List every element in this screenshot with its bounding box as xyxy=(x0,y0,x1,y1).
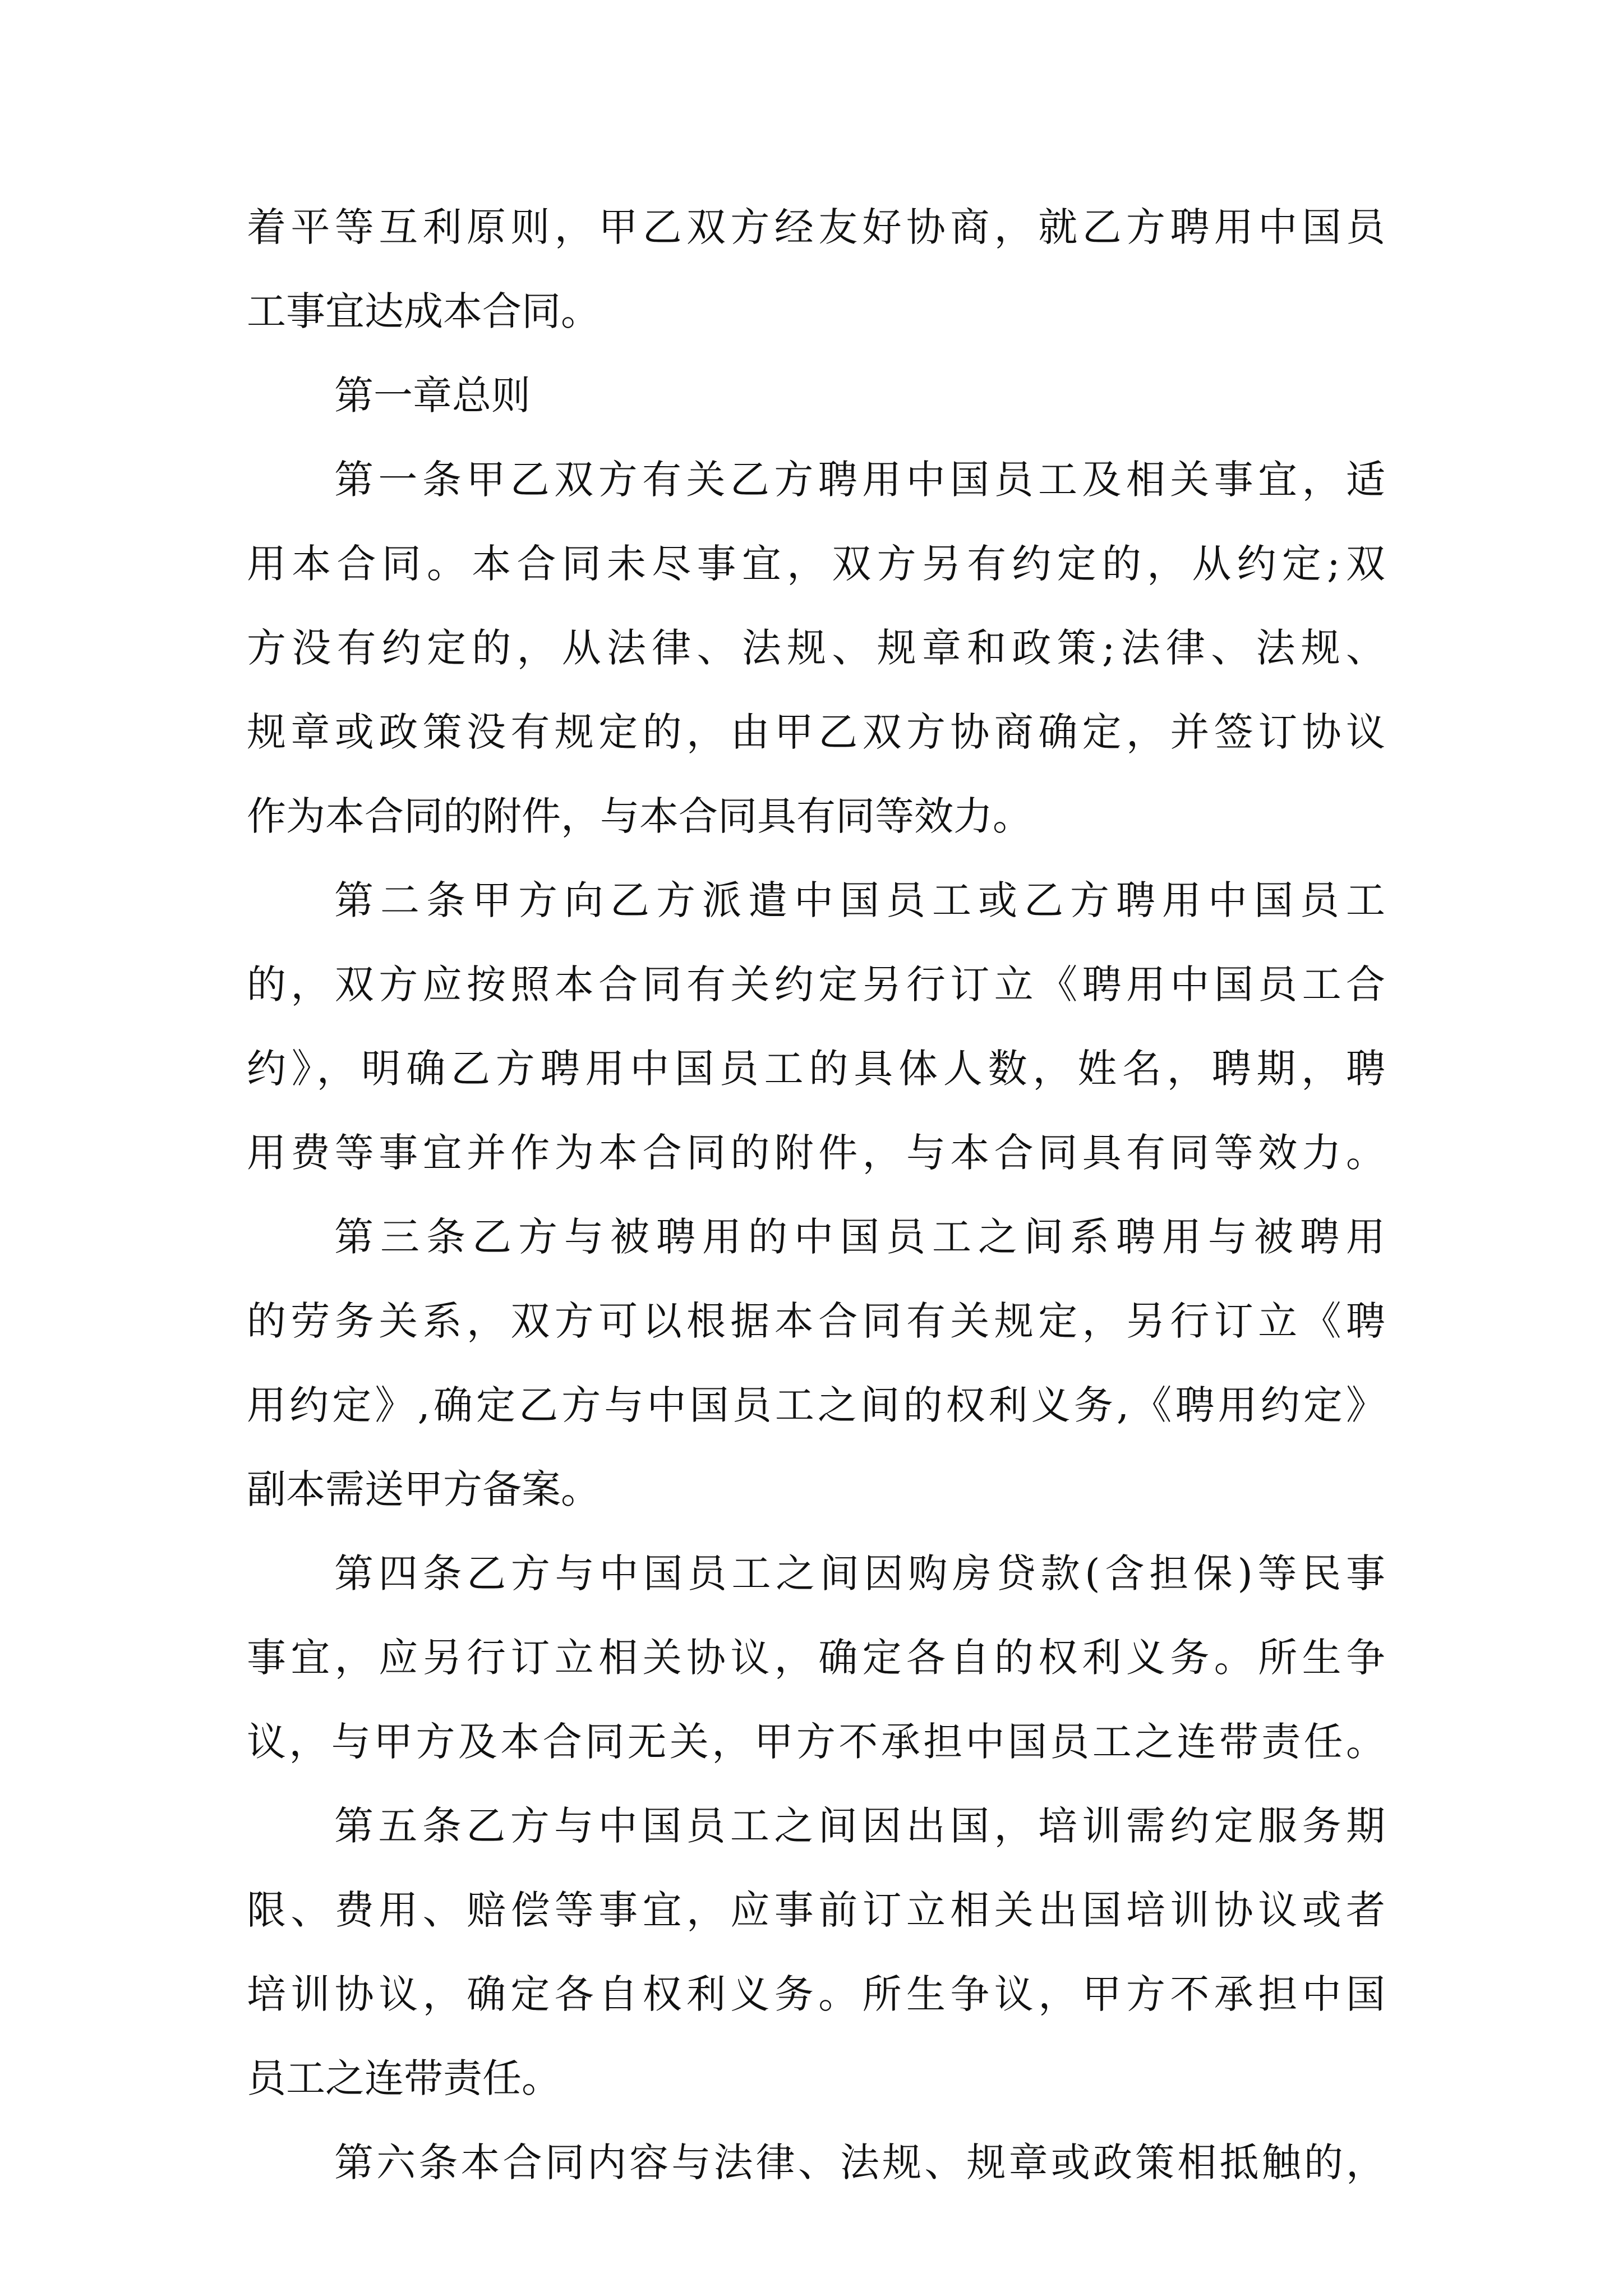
text-line: 规章或政策没有规定的，由甲乙双方协商确定，并签订协议 xyxy=(247,709,1385,755)
text-line: 第六条本合同内容与法律、法规、规章或政策相抵触的， xyxy=(334,2139,1385,2185)
text-line: 方没有约定的，从法律、法规、规章和政策;法律、法规、 xyxy=(247,625,1385,671)
text-line: 员工之连带责任。 xyxy=(247,2055,561,2101)
text-line: 工事宜达成本合同。 xyxy=(247,288,600,334)
text-line: 第四条乙方与中国员工之间因购房贷款(含担保)等民事 xyxy=(334,1550,1385,1596)
text-line: 作为本合同的附件，与本合同具有同等效力。 xyxy=(247,793,1032,839)
text-line: 培训协议，确定各自权利义务。所生争议，甲方不承担中国 xyxy=(247,1971,1385,2017)
text-line: 约》，明确乙方聘用中国员工的具体人数，姓名，聘期，聘 xyxy=(247,1046,1385,1092)
text-line: 第一条甲乙双方有关乙方聘用中国员工及相关事宜，适 xyxy=(334,457,1385,503)
text-line: 限、费用、赔偿等事宜，应事前订立相关出国培训协议或者 xyxy=(247,1887,1385,1933)
text-line: 副本需送甲方备案。 xyxy=(247,1466,600,1512)
text-line: 用约定》,确定乙方与中国员工之间的权利义务,《聘用约定》 xyxy=(247,1382,1385,1428)
text-line: 的，双方应按照本合同有关约定另行订立《聘用中国员工合 xyxy=(247,961,1385,1007)
text-line: 事宜，应另行订立相关协议，确定各自的权利义务。所生争 xyxy=(247,1635,1385,1681)
text-line: 用费等事宜并作为本合同的附件，与本合同具有同等效力。 xyxy=(247,1130,1385,1176)
text-line: 议，与甲方及本合同无关，甲方不承担中国员工之连带责任。 xyxy=(247,1719,1385,1765)
chapter-heading: 第一章总则 xyxy=(334,372,531,418)
document-body xyxy=(247,185,1385,2205)
text-line: 用本合同。本合同未尽事宜，双方另有约定的，从约定;双 xyxy=(247,541,1385,587)
text-line: 第三条乙方与被聘用的中国员工之间系聘用与被聘用 xyxy=(334,1214,1385,1260)
text-line: 第五条乙方与中国员工之间因出国，培训需约定服务期 xyxy=(334,1803,1385,1849)
text-line: 着平等互利原则，甲乙双方经友好协商，就乙方聘用中国员 xyxy=(247,204,1385,250)
text-line: 第二条甲方向乙方派遣中国员工或乙方聘用中国员工 xyxy=(334,877,1385,923)
text-line: 的劳务关系，双方可以根据本合同有关规定，另行订立《聘 xyxy=(247,1298,1385,1344)
